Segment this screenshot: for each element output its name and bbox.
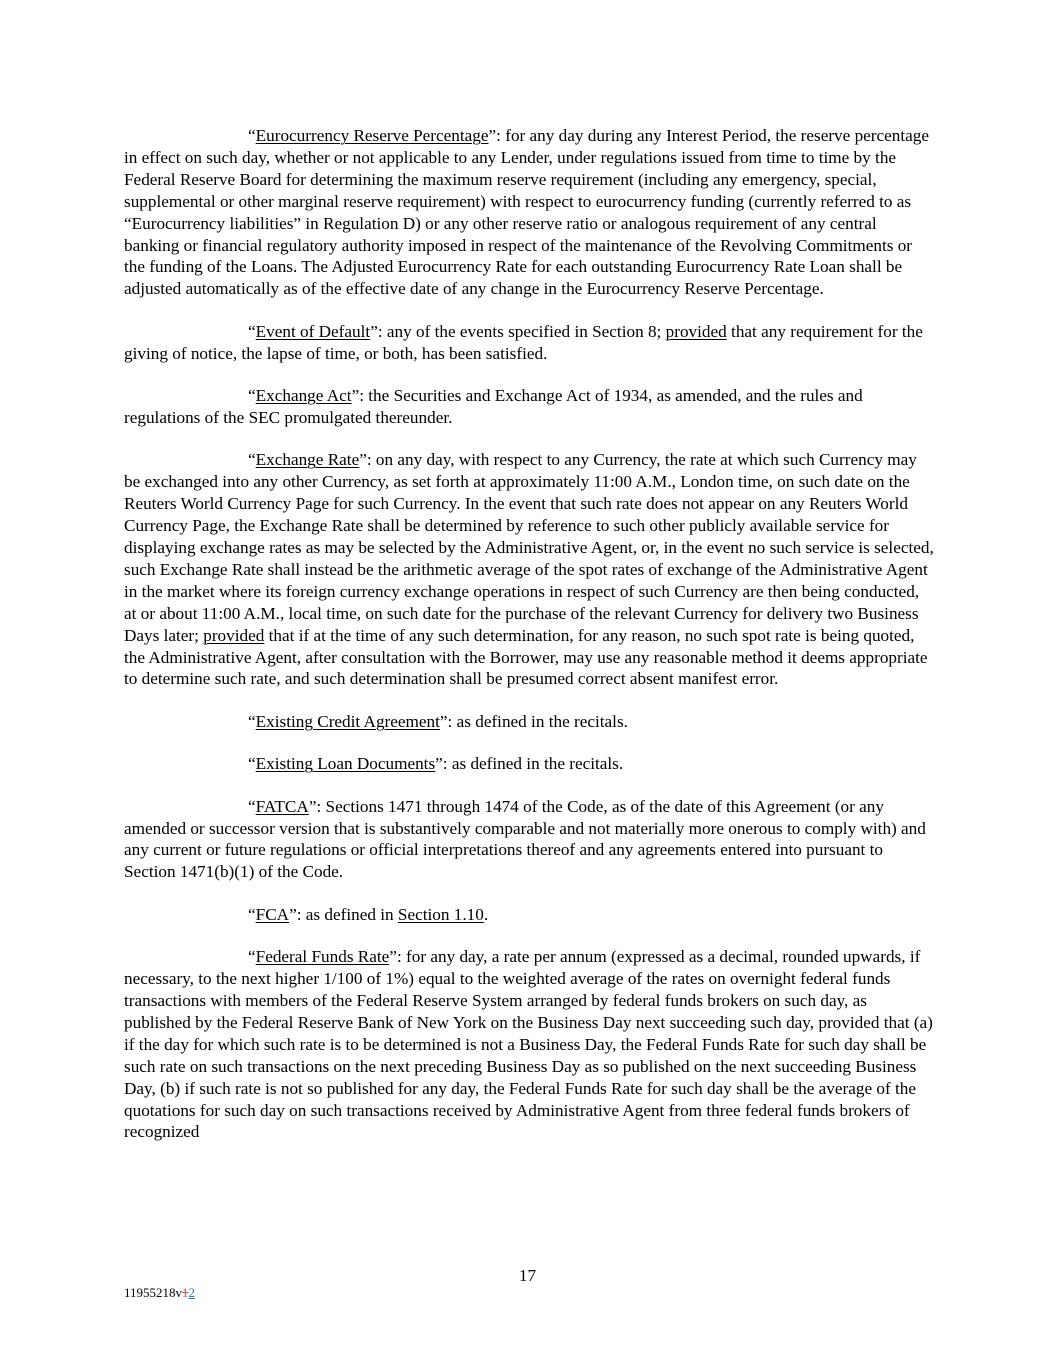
quote-open: “ bbox=[248, 321, 256, 341]
definition-federal-funds-rate bbox=[124, 946, 934, 1143]
defined-term: FCA bbox=[255, 904, 290, 924]
page-number: 17 bbox=[518, 1266, 537, 1285]
defined-term: Exchange Act bbox=[255, 386, 352, 406]
definition-exchange-rate bbox=[124, 449, 934, 690]
definition-fca bbox=[124, 904, 934, 926]
defined-term: Existing Loan Documents bbox=[255, 754, 436, 774]
document-id-footer bbox=[124, 1285, 195, 1301]
definition-text: ”: for any day, a rate per annum (expressed as a decimal, rounded upwards, if necessary, to the next higher 1/100 of 1%) equal to the weighted average of the rates on overnight federal funds transactions with members of the Federal Reserve System arranged by federal funds brokers on such day, as published by the Federal Reserve Bank of New York on the Business Day next succeeding such day, provided that (a) if the day for which such rate is to be determined is not a Business Day, the Federal Funds Rate for such day shall be such rate on such transactions on the next preceding Business Day as so published on the next succeeding Business Day, (b) if such rate is not so published for any day, the Federal Funds Rate for such day shall be the average of the quotations for such day on such transactions received by Administrative Agent from three federal funds brokers of recognized bbox=[124, 947, 933, 1142]
definition-existing-loan-documents bbox=[124, 753, 934, 775]
definition-text: ”: the Securities and Exchange Act of 1934, as amended, and the rules and regulations of the SEC promulgated thereunder. bbox=[124, 386, 863, 427]
definition-text: that if at the time of any such determination, for any reason, no such spot rate is being quoted, the Administrative Agent, after consultation with the Borrower, may use any reasonable method it deems appropriate to determine such rate, and such determination shall be presumed correct absent manifest error. bbox=[124, 625, 928, 689]
quote-open: “ bbox=[248, 126, 256, 145]
definition-event-of-default bbox=[124, 321, 934, 365]
document-id-base: 11955218v bbox=[124, 1285, 183, 1300]
document-version-deleted: 1 bbox=[182, 1285, 189, 1300]
defined-term: Eurocurrency Reserve Percentage bbox=[255, 126, 489, 145]
definition-eurocurrency-reserve-percentage bbox=[124, 125, 934, 300]
definition-text: ”: any of the events specified in Section 8; bbox=[370, 321, 666, 341]
definition-text: ”: as defined in bbox=[289, 904, 398, 924]
section-reference: Section 1.10 bbox=[397, 904, 484, 924]
definition-text: ”: Sections 1471 through 1474 of the Code, as of the date of this Agreement (or any amended or successor version that is substantively comparable and not materially more onerous to comply with) and any current or future regulations or official interpretations thereof and any agreements entered into pursuant to Section 1471(b)(1) of the Code. bbox=[124, 796, 926, 882]
quote-open: “ bbox=[248, 711, 256, 731]
quote-open: “ bbox=[248, 947, 256, 967]
underlined-proviso: provided bbox=[203, 625, 265, 645]
definition-text: ”: as defined in the recitals. bbox=[435, 754, 624, 774]
definition-exchange-act bbox=[124, 385, 934, 429]
definition-text: that any requirement for the giving of notice, the lapse of time, or both, has been satisfied. bbox=[124, 321, 923, 363]
quote-open: “ bbox=[248, 754, 256, 774]
quote-open: “ bbox=[248, 386, 256, 406]
definition-text: ”: for any day during any Interest Period, the reserve percentage in effect on such day, whether or not applicable to any Lender, under regulations issued from time to time by the Federal Reserve Board for determining the maximum reserve requirement (including any emergency, special, supplemental or other marginal reserve requirement) with respect to eurocurrency funding (currently referred to as “Eurocurrency liabilities” in Regulation D) or any other reserve ratio or analogous requirement of any central banking or financial regulatory authority imposed in respect of the maintenance of the Revolving Commitments or the funding of the Loans. The Adjusted Eurocurrency Rate for each outstanding Eurocurrency Rate Loan shall be adjusted automatically as of the effective date of any change in the Eurocurrency Reserve Percentage. bbox=[124, 126, 929, 299]
defined-term: Existing Credit Agreement bbox=[255, 711, 440, 731]
definition-text: ”: on any day, with respect to any Currency, the rate at which such Currency may be exchanged into any other Currency, as set forth at approximately 11:00 A.M., London time, on such date on the Reuters World Currency Page for such Currency. In the event that such rate does not appear on any Reuters World Currency Page, the Exchange Rate shall be determined by reference to such other publicly available service for displaying exchange rates as may be selected by the Administrative Agent, or, in the event no such service is selected, such Exchange Rate shall instead be the arithmetic average of the spot rates of exchange of the Administrative Agent in the market where its foreign currency exchange operations in respect of such Currency are then being conducted, at or about 11:00 A.M., local time, on such date for the purchase of the relevant Currency for delivery two Business Days later; bbox=[124, 450, 934, 645]
defined-term: Event of Default bbox=[255, 321, 371, 341]
document-version-inserted: 2 bbox=[188, 1285, 196, 1300]
defined-term: Federal Funds Rate bbox=[255, 947, 390, 967]
quote-open: “ bbox=[248, 904, 256, 924]
definition-existing-credit-agreement bbox=[124, 711, 934, 733]
definition-text: . bbox=[483, 904, 489, 924]
defined-term: Exchange Rate bbox=[255, 450, 360, 470]
quote-open: “ bbox=[248, 796, 256, 816]
definition-text: ”: as defined in the recitals. bbox=[439, 711, 628, 731]
definition-fatca bbox=[124, 796, 934, 884]
underlined-proviso: provided bbox=[665, 321, 727, 341]
defined-term: FATCA bbox=[255, 796, 309, 816]
definitions-body bbox=[124, 125, 934, 1164]
quote-open: “ bbox=[248, 450, 256, 470]
